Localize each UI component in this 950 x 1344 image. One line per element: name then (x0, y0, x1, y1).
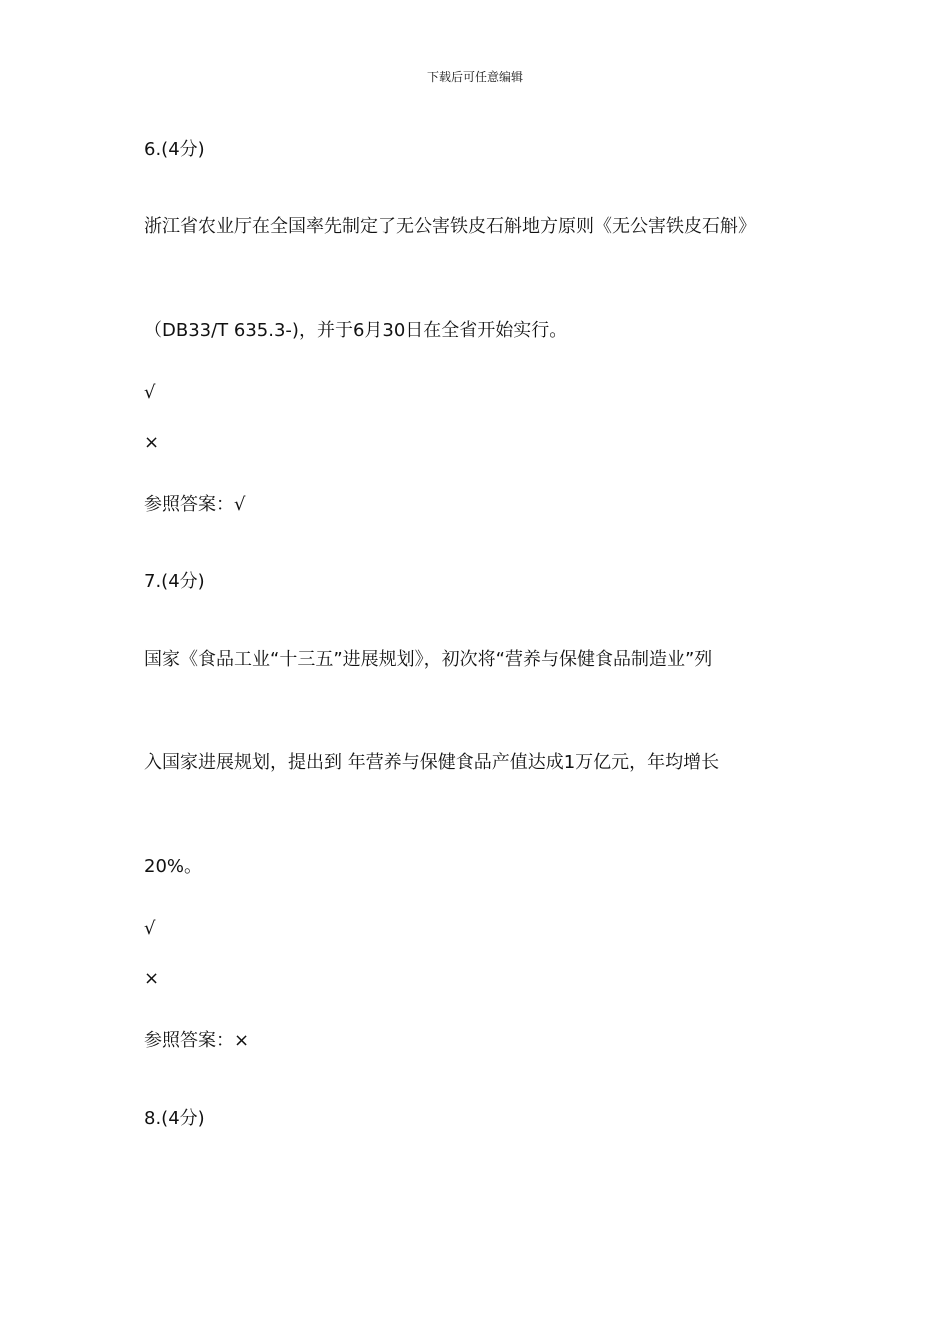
question-6-option-true[interactable]: √ (144, 382, 156, 403)
page-header: 下载后可任意编辑 (426, 70, 523, 84)
question-7-reference-answer: 参照答案：× (144, 1030, 250, 1051)
question-7-text-line-2: 入国家进展规划，提出到 年营养与保健食品产值达成1万亿元，年均增长 (144, 752, 720, 773)
question-7-text-line-1: 国家《食品工业“十三五”进展规划》，初次将“营养与保健食品制造业”列 (144, 649, 713, 670)
question-8-title: 8.(4分) (144, 1108, 205, 1129)
question-6-option-false[interactable]: × (144, 432, 160, 453)
question-6-text-line-1: 浙江省农业厅在全国率先制定了无公害铁皮石斛地方原则《无公害铁皮石斛》 (144, 216, 756, 237)
question-7-text-line-3: 20%。 (144, 856, 203, 877)
question-7-option-false[interactable]: × (144, 968, 160, 989)
question-6-title: 6.(4分) (144, 139, 205, 160)
question-7-option-true[interactable]: √ (144, 918, 156, 939)
question-7-title: 7.(4分) (144, 571, 205, 592)
question-6-text-line-2: （DB33/T 635.3-)，并于6月30日在全省开始实行。 (144, 320, 568, 341)
question-6-reference-answer: 参照答案：√ (144, 494, 246, 515)
